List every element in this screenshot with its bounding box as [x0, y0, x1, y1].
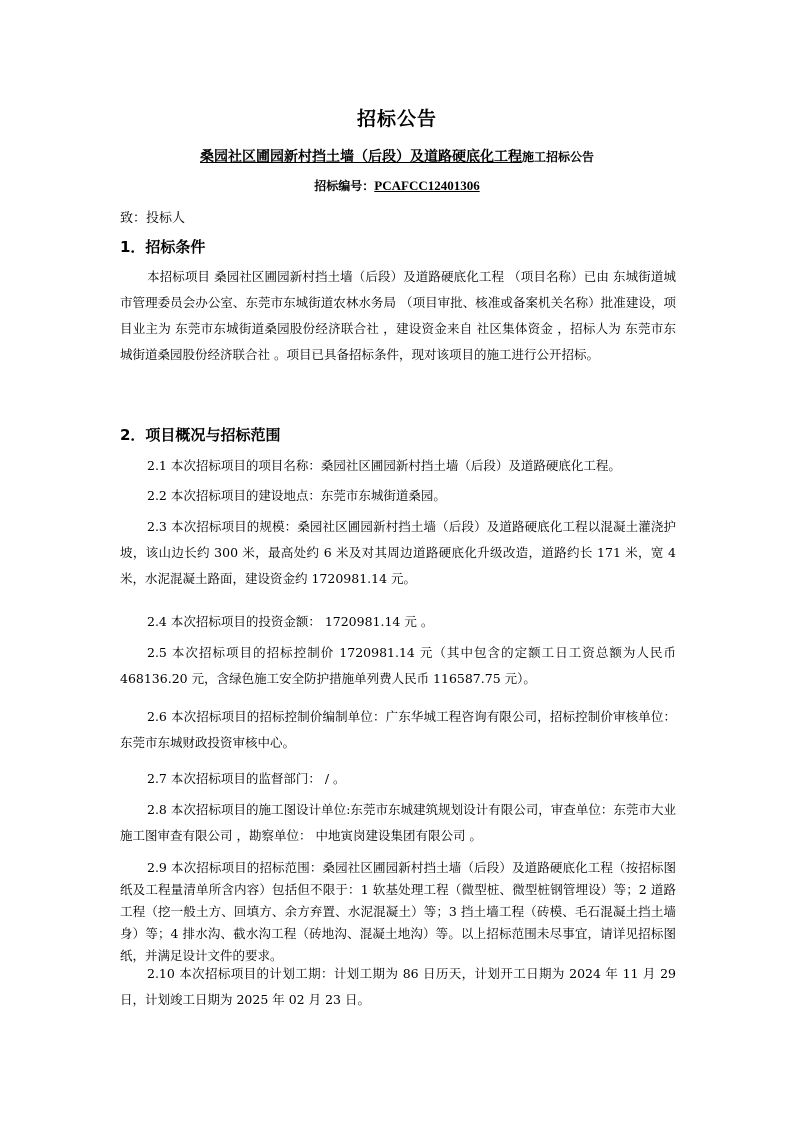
paragraph-2-9: 2.9 本次招标项目的招标范围：桑园社区圃园新村挡土墙（后段）及道路硬底化工程（按招标图纸及工程量清单所含内容）包括但不限于：1 软基处理工程（微型桩、微型桩钢管埋设）等；2 道路工程（挖一般土方、回填方、余方弃置、水泥混凝土）等；3 挡土墙工程（砖模、毛石混凝土挡土墙身）等；4 排水沟、截水沟工程（砖地沟、混凝土地沟）等。以上招标范围未尽事宜，请详见招标图纸，并满足设计文件的要求。: [120, 860, 676, 963]
subtitle-tail: 施工招标公告: [521, 150, 594, 164]
project-name: 桑园社区圃园新村挡土墙（后段）及道路硬底化工程: [199, 149, 522, 165]
paragraph-2-4: 2.4 本次招标项目的投资金额： 1720981.14 元 。: [147, 614, 434, 629]
paragraph-2-5: 2.5 本次招标项目的招标控制价 1720981.14 元（其中包含的定额工日工资总额为人民币 468136.20 元，含绿色施工安全防护措施单列费人民币 116587.75 元）。: [120, 645, 676, 686]
paragraph-2-8: 2.8 本次招标项目的施工图设计单位:东莞市东城建筑规划设计有限公司，审查单位：东莞市大业施工图审查有限公司 ，勘察单位： 中地寅岗建设集团有限公司 。: [120, 802, 676, 843]
paragraph-2-1: 2.1 本次招标项目的项目名称：桑园社区圃园新村挡土墙（后段）及道路硬底化工程。: [147, 458, 621, 473]
paragraph-2-3: 2.3 本次招标项目的规模：桑园社区圃园新村挡土墙（后段）及道路硬底化工程以混凝土灌浇护坡，该山边长约 300 米，最高处约 6 米及对其周边道路硬底化升级改造，道路约长 171 米，宽 4 米，水泥混凝土路面，建设资金约 1720981.14 元。: [120, 519, 676, 586]
salutation: 致：投标人: [120, 211, 186, 226]
section-heading-2: 2．项目概况与招标范围: [120, 426, 281, 444]
bid-number-label: 招标编号：: [314, 179, 375, 193]
paragraph-2-6: 2.6 本次招标项目的招标控制价编制单位：广东华城工程咨询有限公司，招标控制价审核单位：东莞市东城财政投资审核中心。: [120, 709, 676, 750]
paragraph-2-2: 2.2 本次招标项目的建设地点：东莞市东城街道桑园。: [147, 488, 446, 503]
paragraph-1: 本招标项目 桑园社区圃园新村挡土墙（后段）及道路硬底化工程 （项目名称）已由 东城街道城市管理委员会办公室、东莞市东城街道农林水务局 （项目审批、核准或备案机关名称）批准建设，项目业主为 东莞市东城街道桑园股份经济联合社 ，建设资金来自 社区集体资金 ，招标人为 东莞市东城街道桑园股份经济联合社 。项目已具备招标条件，现对该项目的施工进行公开招标。: [120, 269, 676, 362]
bid-number: [0, 177, 794, 194]
bid-number-value: PCAFCC12401306: [374, 178, 480, 193]
paragraph-2-10: 2.10 本次招标项目的计划工期：计划工期为 86 日历天，计划开工日期为 2024 年 11 月 29 日，计划竣工日期为 2025 年 02 月 23 日。: [120, 966, 676, 1007]
page-title: 招标公告: [356, 108, 437, 130]
project-subtitle: [0, 146, 794, 166]
section-heading-1: 1．招标条件: [120, 238, 206, 256]
paragraph-2-7: 2.7 本次招标项目的监督部门： / 。: [147, 771, 346, 786]
